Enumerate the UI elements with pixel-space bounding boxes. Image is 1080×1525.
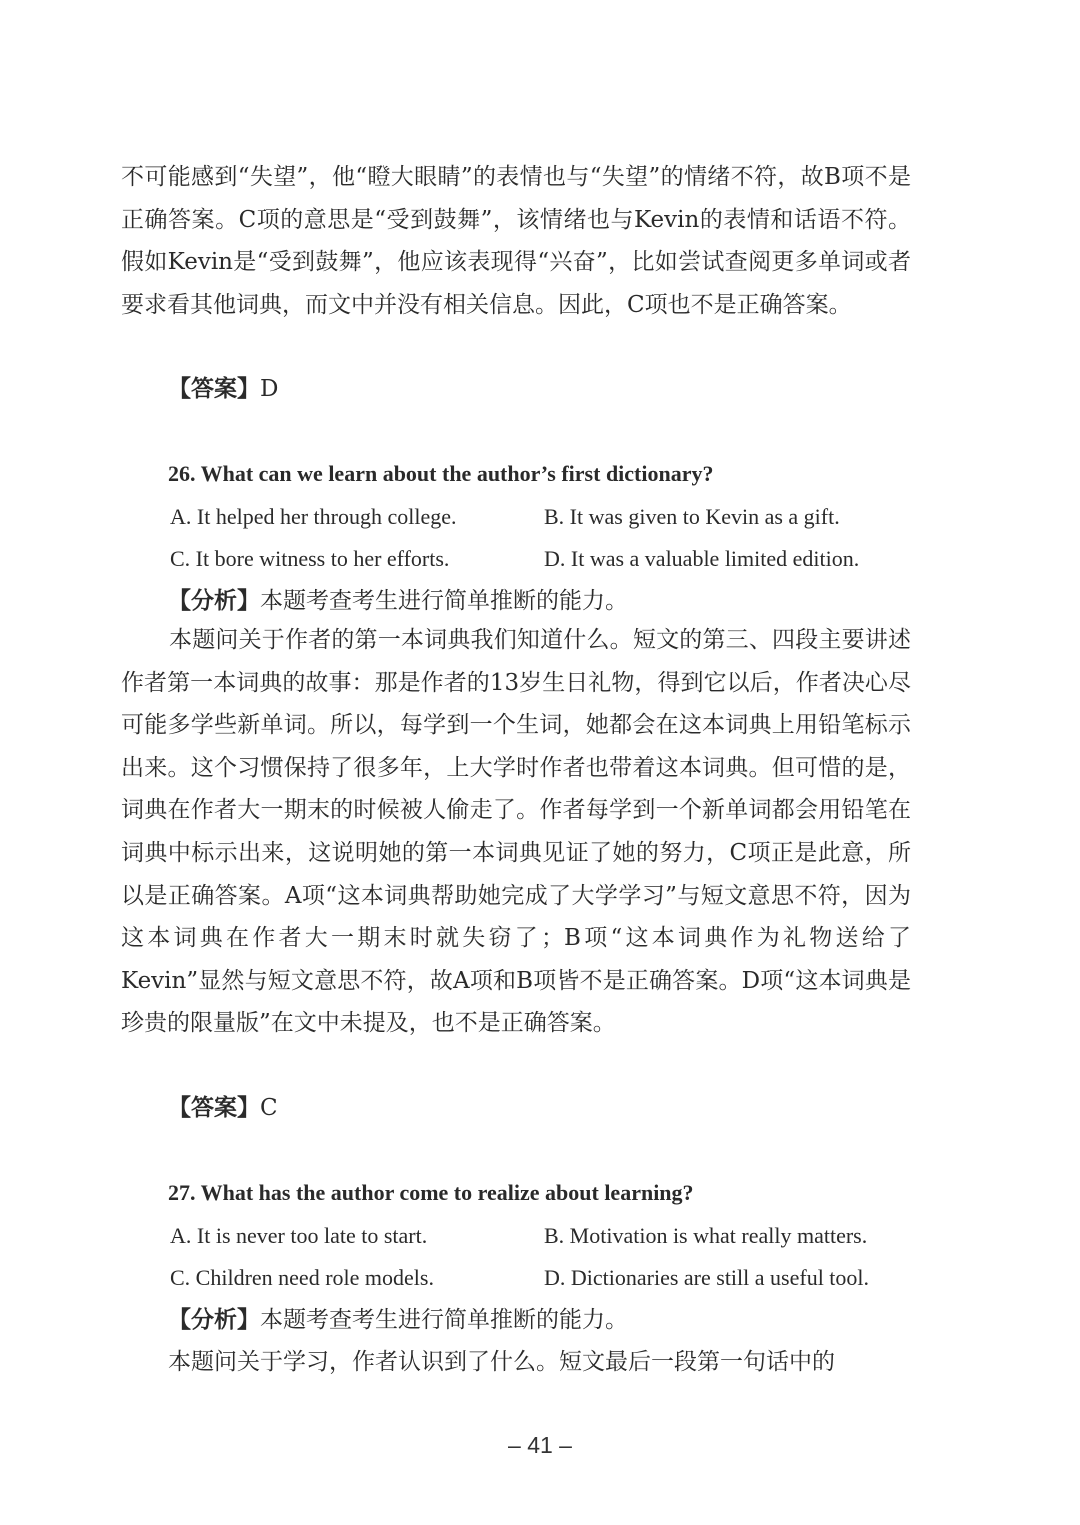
q27-analysis [168,1305,628,1335]
answer-value: D [260,376,279,402]
q26-option-b: B. It was given to Kevin as a gift. [544,504,840,529]
answer-26 [168,1093,278,1123]
question-27: 27. What has the author come to realize about learning? [168,1180,694,1205]
analysis-text: 本题考查考生进行简单推断的能力。 [260,588,628,614]
q27-option-d: D. Dictionaries are still a useful tool. [544,1265,870,1290]
q26-option-c: C. It bore witness to her efforts. [170,546,450,571]
analysis-label: 【分析】 [168,1307,260,1333]
q26-option-a: A. It helped her through college. [170,504,457,529]
q27-option-a: A. It is never too late to start. [170,1223,428,1248]
page-number: – 41 – [508,1432,572,1458]
answer-label: 【答案】 [168,1095,260,1121]
q27-option-b: B. Motivation is what really matters. [544,1223,868,1248]
analysis-text: 本题考查考生进行简单推断的能力。 [260,1307,628,1333]
answer-label: 【答案】 [168,376,260,402]
q27-option-c: C. Children need role models. [170,1265,434,1290]
q27-explanation: 本题问关于学习，作者认识到了什么。短文最后一段第一句话中的 [168,1349,835,1375]
q26-option-d: D. It was a valuable limited edition. [544,546,860,571]
answer-25 [168,374,278,404]
analysis-label: 【分析】 [168,588,260,614]
top-paragraph: 不可能感到“失望”，他“瞪大眼睛”的表情也与“失望”的情绪不符，故B项不是正确答案。C项的意思是“受到鼓舞”，该情绪也与Kevin的表情和话语不符。假如Kevin是“受到鼓舞”，他应该表现得“兴奋”，比如尝试查阅更多单词或者要求看其他词典，而文中并没有相关信息。因此，C项也不是正确答案。 [121,164,911,318]
q26-analysis [168,586,628,616]
question-26: 26. What can we learn about the author’s first dictionary? [168,461,714,486]
q26-explanation: 本题问关于作者的第一本词典我们知道什么。短文的第三、四段主要讲述作者第一本词典的故事：那是作者的13岁生日礼物，得到它以后，作者决心尽可能多学些新单词。所以，每学到一个生词，她都会在这本词典上用铅笔标示出来。这个习惯保持了很多年，上大学时作者也带着这本词典。但可惜的是，词典在作者大一期末的时候被人偷走了。作者每学到一个新单词都会用铅笔在词典中标示出来，这说明她的第一本词典见证了她的努力，C项正是此意，所以是正确答案。A项“这本词典帮助她完成了大学学习”与短文意思不符，因为这本词典在作者大一期末时就失窃了；B项“这本词典作为礼物送给了Kevin”显然与短文意思不符，故A项和B项皆不是正确答案。D项“这本词典是珍贵的限量版”在文中未提及，也不是正确答案。 [121,627,911,1037]
answer-value: C [260,1095,278,1121]
